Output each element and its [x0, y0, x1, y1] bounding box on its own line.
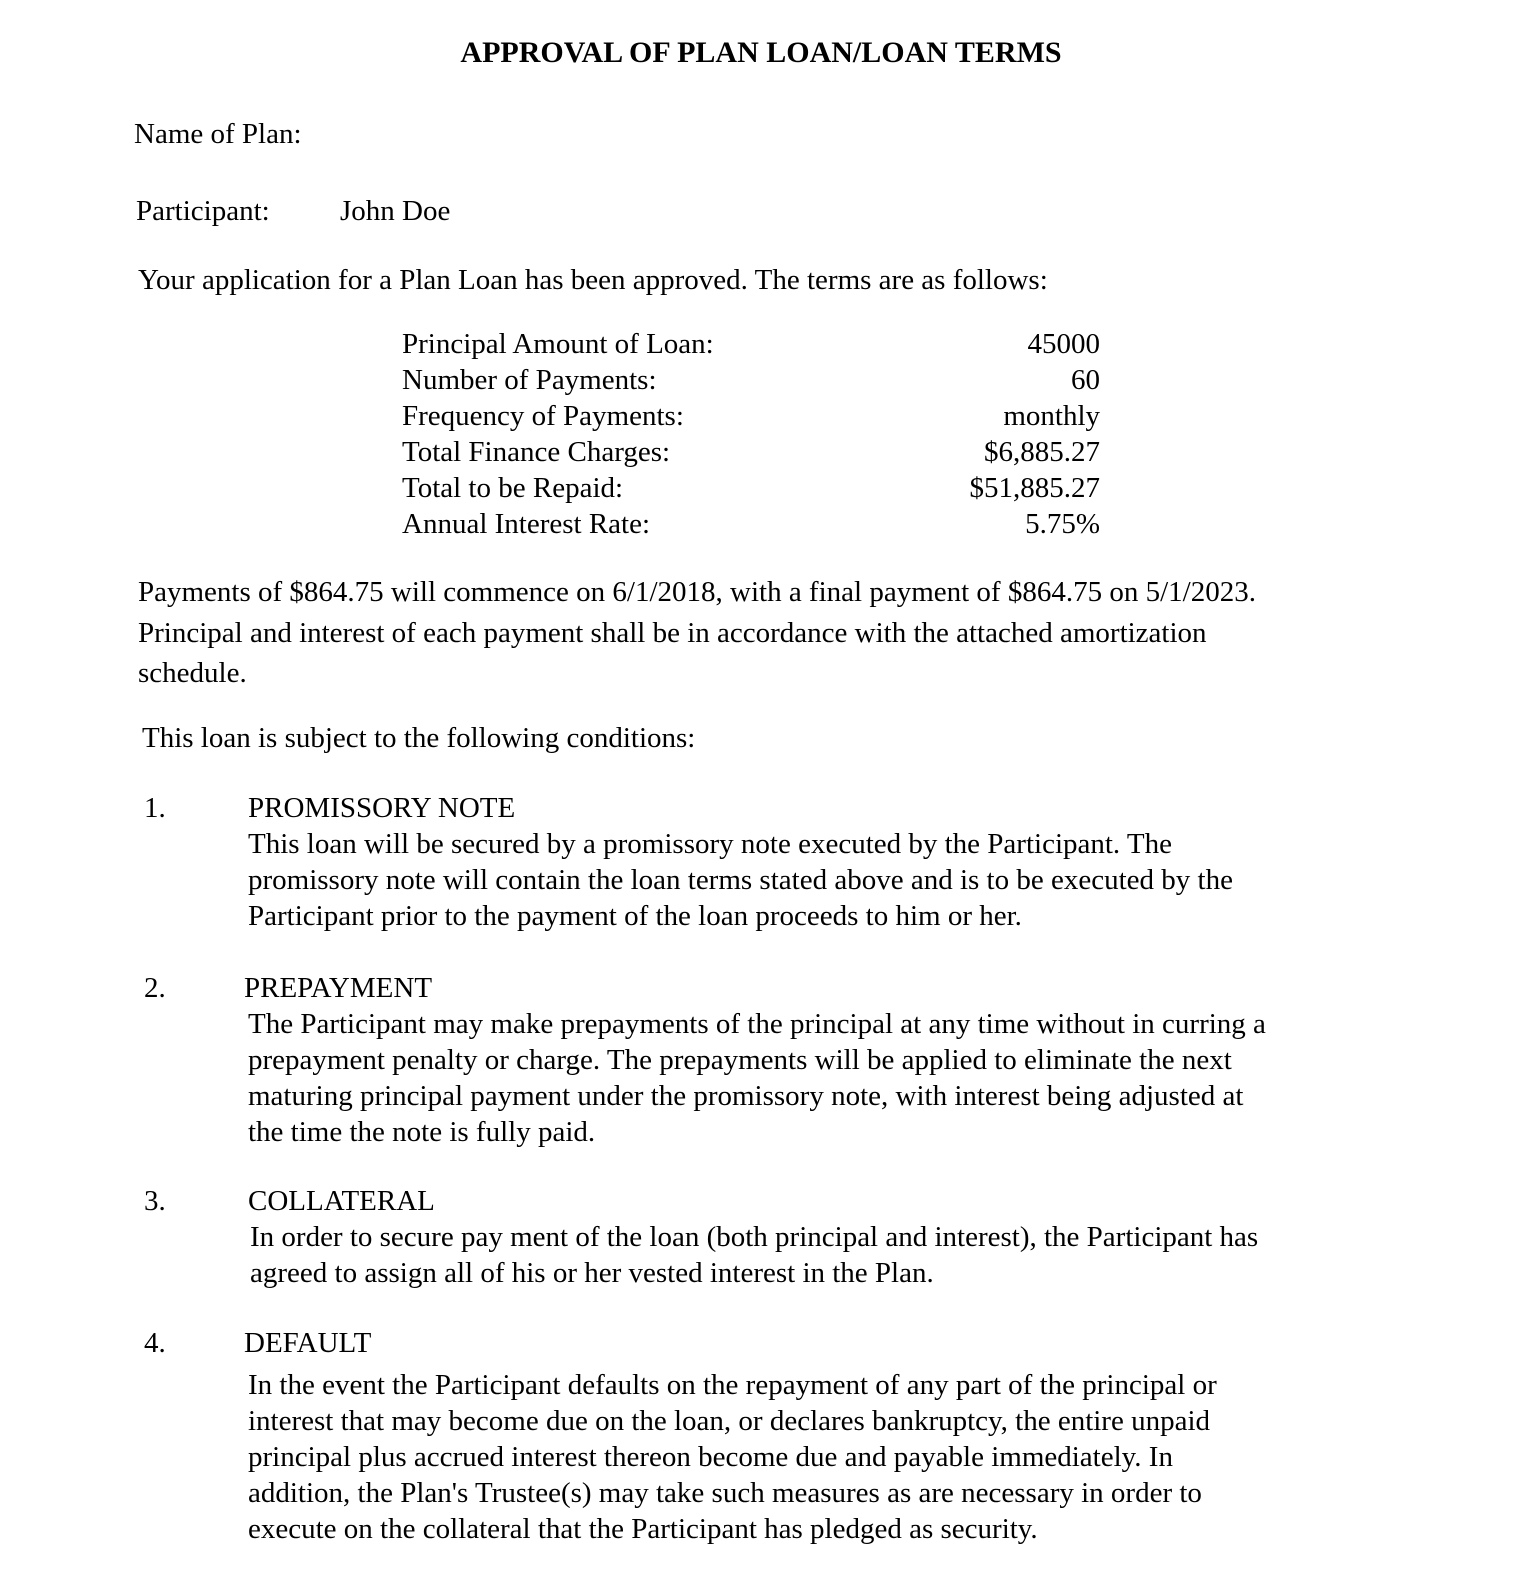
condition-body: [248, 1367, 1217, 1547]
condition-heading: PROMISSORY NOTE: [248, 792, 516, 824]
term-label: Frequency of Payments:: [402, 400, 684, 432]
condition-number: 3.: [144, 1185, 166, 1217]
condition-number: 1.: [144, 792, 166, 824]
term-row: [402, 470, 1100, 506]
condition-line: interest that may become due on the loan, or declares bankruptcy, the entire unpaid: [248, 1405, 1211, 1437]
conditions-intro: This loan is subject to the following conditions:: [142, 722, 696, 754]
loan-terms-table: [402, 326, 1100, 542]
document-title: APPROVAL OF PLAN LOAN/LOAN TERMS: [460, 36, 1062, 69]
term-row: [402, 398, 1100, 434]
condition-line: execute on the collateral that the Participant has pledged as security.: [248, 1513, 1038, 1545]
condition-line: This loan will be secured by a promissory note executed by the Participant. The: [248, 828, 1172, 860]
participant-value: John Doe: [340, 195, 451, 227]
condition-heading: DEFAULT: [244, 1327, 372, 1359]
term-row: [402, 506, 1100, 542]
condition-line: addition, the Plan's Trustee(s) may take such measures as are necessary in order to: [248, 1477, 1202, 1509]
payment-line: Payments of $864.75 will commence on 6/1/2018, with a final payment of $864.75 on 5/1/2023.: [138, 576, 1256, 608]
condition-line: prepayment penalty or charge. The prepayments will be applied to eliminate the next: [248, 1044, 1232, 1076]
condition-line: maturing principal payment under the promissory note, with interest being adjusted at: [248, 1080, 1244, 1112]
condition-body: [248, 826, 1233, 934]
condition-number: 2.: [144, 972, 166, 1004]
condition-line: Participant prior to the payment of the loan proceeds to him or her.: [248, 900, 1022, 932]
term-label: Total Finance Charges:: [402, 436, 671, 468]
term-row: [402, 326, 1100, 362]
term-value: 60: [1071, 364, 1100, 396]
term-value: 45000: [1027, 328, 1100, 360]
term-value: monthly: [1003, 400, 1100, 432]
payment-line: Principal and interest of each payment shall be in accordance with the attached amortization: [138, 617, 1207, 649]
condition-body: [248, 1006, 1266, 1150]
term-label: Number of Payments:: [402, 364, 657, 396]
term-label: Principal Amount of Loan:: [402, 328, 714, 360]
plan-name-label: Name of Plan:: [134, 118, 302, 150]
term-value: $51,885.27: [969, 472, 1100, 504]
approval-intro: Your application for a Plan Loan has been approved. The terms are as follows:: [138, 264, 1048, 296]
condition-line: In the event the Participant defaults on the repayment of any part of the principal or: [248, 1369, 1217, 1401]
condition-line: principal plus accrued interest thereon become due and payable immediately. In: [248, 1441, 1173, 1473]
term-label: Total to be Repaid:: [402, 472, 624, 504]
condition-heading: COLLATERAL: [248, 1185, 435, 1217]
condition-line: the time the note is fully paid.: [248, 1116, 596, 1148]
condition-line: In order to secure pay ment of the loan (both principal and interest), the Participant has: [250, 1221, 1259, 1253]
condition-line: agreed to assign all of his or her vested interest in the Plan.: [250, 1257, 934, 1289]
term-row: [402, 434, 1100, 470]
term-value: $6,885.27: [984, 436, 1100, 468]
condition-line: promissory note will contain the loan terms stated above and is to be executed by the: [248, 864, 1233, 896]
condition-number: 4.: [144, 1327, 166, 1359]
term-row: [402, 362, 1100, 398]
participant-label: Participant:: [136, 195, 270, 227]
payment-schedule-text: [138, 574, 1256, 691]
condition-body: [250, 1219, 1258, 1291]
payment-line: schedule.: [138, 657, 247, 689]
condition-line: The Participant may make prepayments of the principal at any time without in curring a: [248, 1008, 1266, 1040]
condition-heading: PREPAYMENT: [244, 972, 433, 1004]
term-value: 5.75%: [1025, 508, 1100, 540]
term-label: Annual Interest Rate:: [402, 508, 651, 540]
